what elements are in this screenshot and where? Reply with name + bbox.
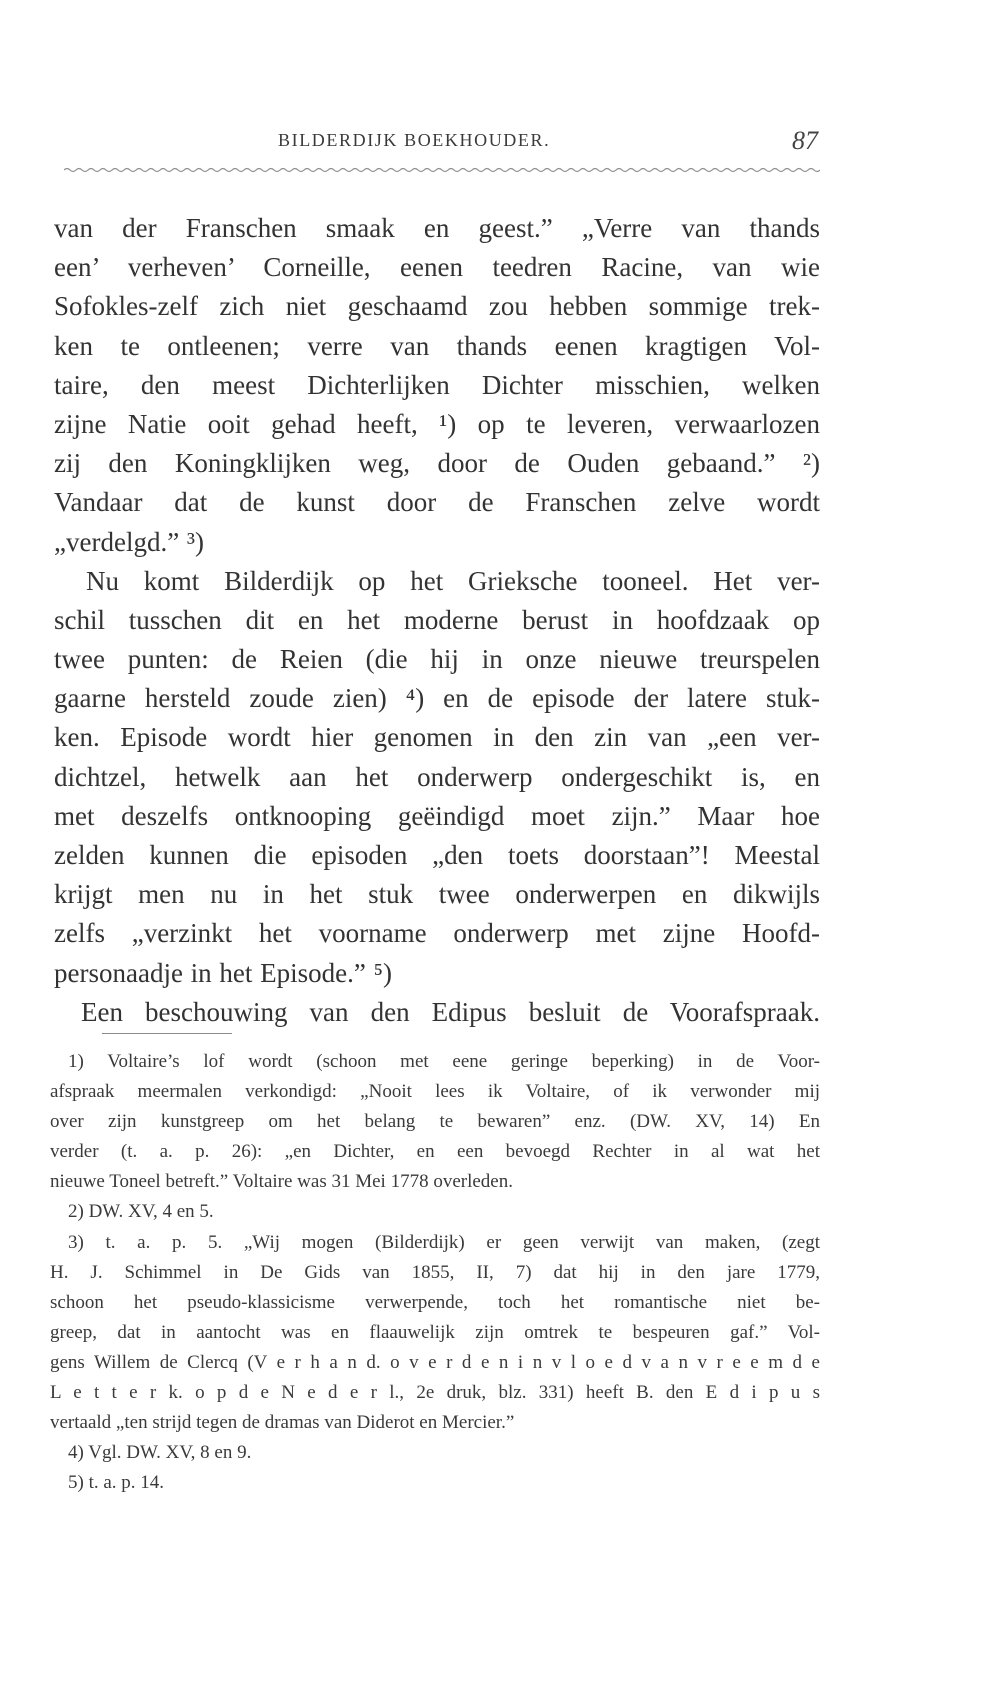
footnotes (50, 1047, 820, 1498)
text-line: zijne Natie ooit gehad heeft, ¹) op te leveren, verwaarlozen (54, 408, 820, 439)
text-line: Sofokles-zelf zich niet geschaamd zou hebben sommige trek- (54, 291, 820, 322)
text-line: Een beschouwing van den Edipus besluit de Voorafspraak. (81, 996, 820, 1027)
text-line: taire, den meest Dichterlijken Dichter misschien, welken (54, 369, 820, 400)
footnote-line: L e t t e r k. o p d e N e d e r l., 2e druk, blz. 331) heeft B. den E d i p u s (50, 1382, 820, 1404)
text-line: gaarne hersteld zoude zien) ⁴) en de episode der latere stuk- (54, 683, 820, 714)
text-line: zelden kunnen die episoden „den toets doorstaan”! Meestal (54, 840, 820, 870)
footnote-line: H. J. Schimmel in De Gids van 1855, II, 7) dat hij in den jare 1779, (50, 1261, 820, 1283)
text-line: zij den Koningklijken weg, door de Ouden gebaand.” ²) (54, 448, 820, 479)
text-line: schil tusschen dit en het moderne berust in hoofdzaak op (54, 604, 820, 635)
footnote-line: 5) t. a. p. 14. (68, 1472, 165, 1494)
footnote-line: greep, dat in aantocht was en flaauwelijk zijn omtrek te bespeuren gaf.” Vol- (50, 1321, 820, 1343)
text-line: twee punten: de Reien (die hij in onze nieuwe treurspelen (54, 644, 820, 675)
footnote-line: vertaald „ten strijd tegen de dramas van Diderot en Mercier.” (50, 1412, 515, 1434)
footnote-rule (102, 1033, 232, 1034)
footnote-line: 4) Vgl. DW. XV, 8 en 9. (68, 1442, 252, 1464)
text-line: zelfs „verzinkt het voorname onderwerp met zijne Hoofd- (54, 918, 820, 949)
text-line: met deszelfs ontknooping geëindigd moet zijn.” Maar hoe (54, 800, 820, 831)
page-number: 87 (792, 126, 818, 155)
text-line: Vandaar dat de kunst door de Franschen zelve wordt (54, 487, 820, 518)
text-line: dichtzel, hetwelk aan het onderwerp ondergeschikt is, en (54, 761, 820, 792)
text-line: van der Franschen smaak en geest.” „Verre van thands (54, 213, 820, 243)
footnote-line: gens Willem de Clercq (V e r h a n d. o v e r d e n i n v l o e d v a n v r e e m d e (50, 1351, 820, 1373)
footnote-line: verder (t. a. p. 26): „en Dichter, en een bevoegd Rechter in al wat het (50, 1141, 820, 1163)
footnote-line: 2) DW. XV, 4 en 5. (68, 1201, 214, 1223)
footnote-line: afspraak meermalen verkondigd: „Nooit lees ik Voltaire, of ik verwonder mij (50, 1081, 820, 1103)
text-line: een’ verheven’ Corneille, eenen teedren Racine, van wie (54, 252, 820, 283)
footnote-line: 1) Voltaire’s lof wordt (schoon met eene geringe beperking) in de Voor- (68, 1051, 820, 1072)
running-title: BILDERDIJK BOEKHOUDER. (278, 130, 551, 150)
text-line: krijgt men nu in het stuk twee onderwerpen en dikwijls (54, 879, 820, 910)
text-line: Nu komt Bilderdijk op het Grieksche tooneel. Het ver- (86, 565, 820, 596)
text-line: „verdelgd.” ³) (54, 526, 205, 557)
header-wavy-rule (64, 166, 820, 174)
main-text (54, 209, 820, 1032)
text-line: ken. Episode wordt hier genomen in den zin van „een ver- (54, 722, 820, 753)
text-line: ken te ontleenen; verre van thands eenen kragtigen Vol- (54, 330, 820, 361)
footnote-line: nieuwe Toneel betreft.” Voltaire was 31 Mei 1778 overleden. (50, 1171, 513, 1193)
footnote-line: 3) t. a. p. 5. „Wij mogen (Bilderdijk) er geen verwijt van maken, (zegt (68, 1231, 820, 1253)
footnote-line: over zijn kunstgreep om het belang te bewaren” enz. (DW. XV, 14) En (50, 1111, 820, 1133)
footnote-line: schoon het pseudo-klassicisme verwerpende, toch het romantische niet be- (50, 1291, 820, 1313)
text-line: personaadje in het Episode.” ⁵) (54, 957, 393, 988)
